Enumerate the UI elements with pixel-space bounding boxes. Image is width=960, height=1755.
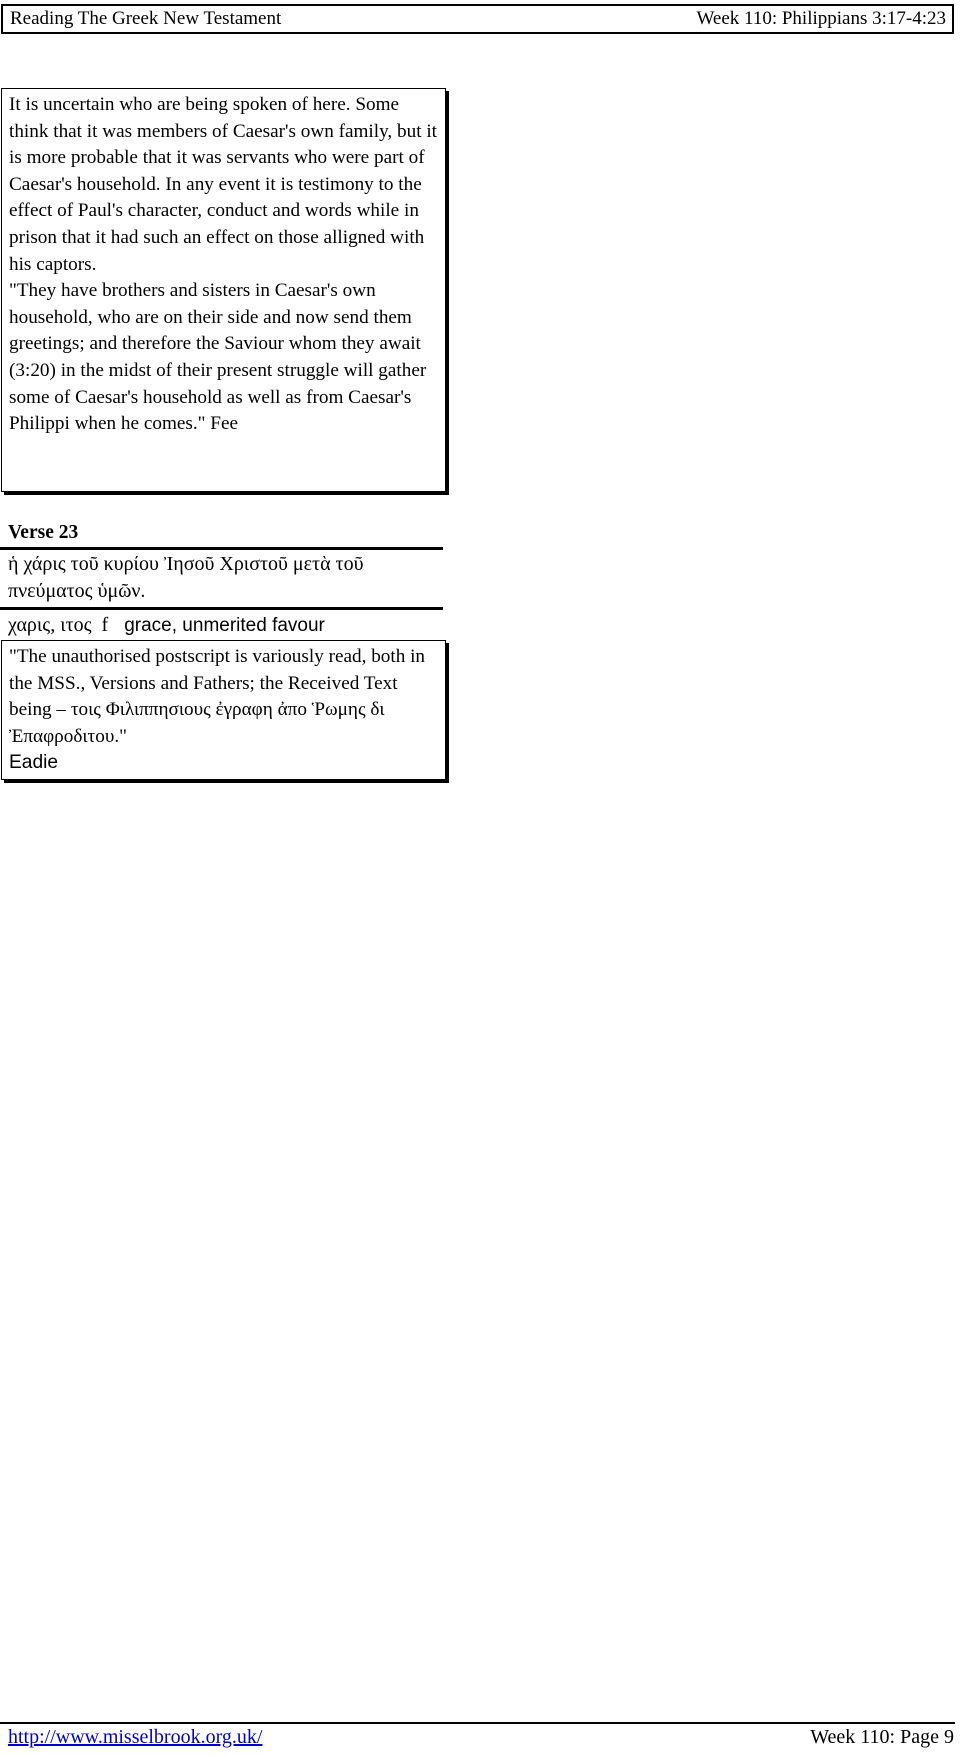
eadie-quote-text: "The unauthorised postscript is variously read, both in the MSS., Versions and Fathers; the Received Text being – <box>9 646 426 721</box>
header-title: Reading The Greek New Testament <box>10 8 282 29</box>
verse-heading: Verse 23 <box>8 522 79 543</box>
quote-author: Eadie <box>9 752 59 774</box>
eadie-quote-close: " <box>119 725 127 747</box>
commentary-note-postscript <box>1 640 446 780</box>
verse-heading-rule <box>0 547 443 550</box>
vocab-gloss: grace, unmerited favour <box>124 615 325 636</box>
eadie-quote-greek: τοις Φιλιππησιους ἐγραφη ἀπο Ῥωμης δι Ἐπαφροδιτου. <box>9 699 385 747</box>
verse-text-rule <box>0 607 443 610</box>
commentary-note-caesars-household <box>1 88 446 492</box>
footer-rule <box>0 1722 955 1724</box>
page-header <box>1 4 954 34</box>
greek-verse-text: ἡ χάρις τοῦ κυρίου Ἰησοῦ Χριστοῦ μετὰ τοῦ πνεύματος ὑμῶν. <box>8 553 364 602</box>
note-paragraph: It is uncertain who are being spoken of here. Some think that it was members of Caesar's own family, but it is more probable that it was servants who were part of Caesar's household. In any event it is testimony to the effect of Paul's character, conduct and words while in prison that it had such an effect on those alligned with his captors. <box>9 94 437 275</box>
page-number: Week 110: Page 9 <box>810 1726 954 1748</box>
fee-quote: "They have brothers and sisters in Caesar's own household, who are on their side and now send them greetings; and therefore the Saviour whom they await (3:20) in the midst of their present struggle will gather some of Caesar's household as well as from Caesar's Philippi when he comes." Fee <box>9 280 427 435</box>
vocab-gender: f <box>101 614 109 636</box>
eadie-quote <box>9 644 441 750</box>
site-link[interactable]: http://www.misselbrook.org.uk/ <box>8 1726 263 1748</box>
header-week: Week 110: Philippians 3:17-4:23 <box>696 8 946 29</box>
vocab-word: χαρις, ιτος <box>8 614 92 636</box>
vocab-entry <box>8 612 325 639</box>
page-footer <box>8 1726 954 1749</box>
